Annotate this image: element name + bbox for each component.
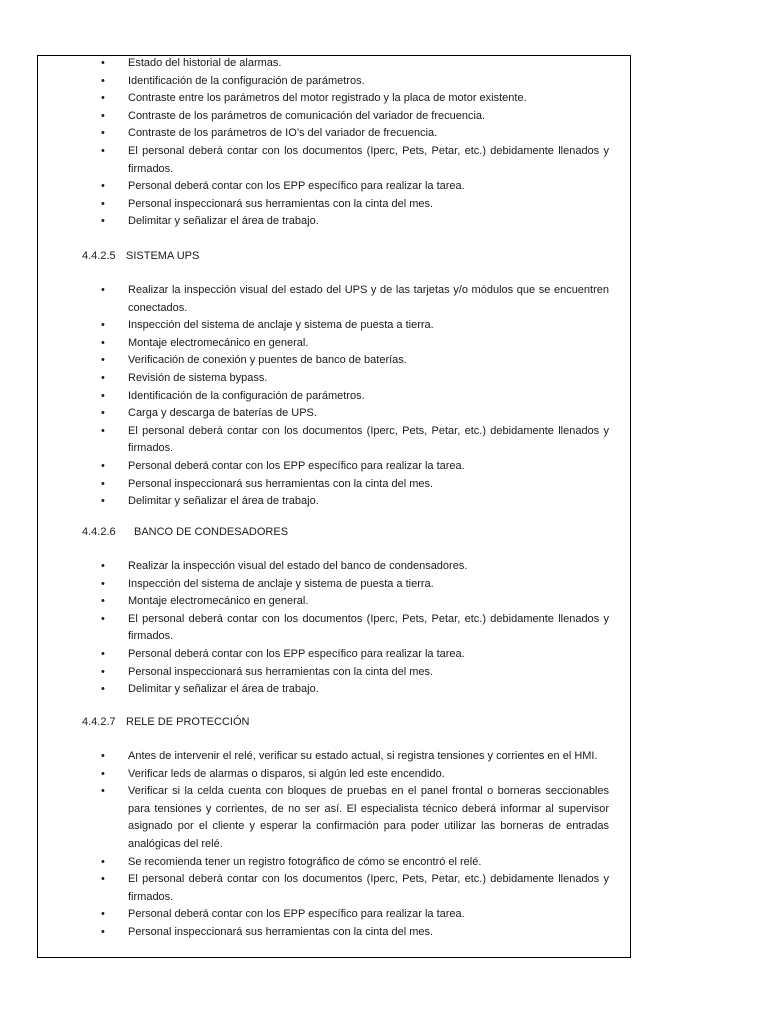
list-item — [37, 924, 631, 942]
list-item-text: El personal deberá contar con los documentos (Iperc, Pets, Petar, etc.) debidamente llenados y firmados. — [128, 612, 609, 643]
list-item-text: El personal deberá contar con los documentos (Iperc, Pets, Petar, etc.) debidamente llenados y firmados. — [128, 424, 609, 455]
list-item — [37, 335, 631, 353]
bullet-glyph: • — [101, 57, 105, 69]
list-item-text: Contraste de los parámetros de IO’s del variador de frecuencia. — [128, 127, 438, 140]
bullet-glyph: • — [101, 873, 105, 886]
list-item — [37, 108, 631, 126]
section-title: SISTEMA UPS — [126, 250, 200, 262]
section-title: RELE DE PROTECCIÓN — [126, 716, 250, 728]
section-title: BANCO DE CONDESADORES — [134, 526, 289, 538]
list-item — [37, 646, 631, 664]
list-item — [37, 766, 631, 784]
list-item-text: Delimitar y señalizar el área de trabajo. — [128, 683, 319, 696]
list-item — [37, 854, 631, 872]
list-item-text: Carga y descarga de baterías de UPS. — [128, 407, 317, 420]
list-item — [37, 352, 631, 370]
section-heading-rele — [82, 715, 249, 729]
list-item — [37, 558, 631, 576]
list-item — [37, 90, 631, 108]
section-heading-ups — [82, 249, 199, 263]
list-item — [37, 611, 631, 646]
bullet-glyph: • — [101, 477, 105, 490]
list-item-text: Contraste de los parámetros de comunicación del variador de frecuencia. — [128, 109, 486, 122]
list-item — [37, 55, 631, 73]
list-item — [37, 317, 631, 335]
list-item — [37, 476, 631, 494]
list-item-text: Antes de intervenir el relé, verificar su estado actual, si registra tensiones y corrientes en el HMI. — [128, 750, 598, 762]
list-item-text: Personal inspeccionará sus herramientas con la cinta del mes. — [128, 925, 434, 938]
bullet-glyph: • — [101, 180, 105, 193]
list-item-text: Revisión de sistema bypass. — [128, 371, 268, 384]
bullet-glyph: • — [101, 144, 105, 157]
bullet-glyph: • — [101, 74, 105, 87]
list-item-text: Realizar la inspección visual del estado del UPS y de las tarjetas y/o módulos que se encuentren conectados. — [128, 284, 609, 314]
list-item-text: Estado del historial de alarmas. — [128, 57, 282, 69]
list-item-text: Personal inspeccionará sus herramientas con la cinta del mes. — [128, 665, 434, 678]
list-item — [37, 405, 631, 423]
list-item-text: Personal deberá contar con los EPP específico para realizar la tarea. — [128, 459, 465, 472]
list-item-text: Contraste entre los parámetros del motor registrado y la placa de motor existente. — [128, 92, 527, 105]
list-item-text: Delimitar y señalizar el área de trabajo. — [128, 495, 319, 508]
list-item — [37, 681, 631, 699]
list-item-text: Montaje electromecánico en general. — [128, 336, 309, 349]
bullet-glyph: • — [101, 495, 105, 508]
bullet-glyph: • — [101, 407, 105, 420]
list-item — [37, 388, 631, 406]
bullet-glyph: • — [101, 612, 105, 625]
list-item — [37, 178, 631, 196]
bullet-glyph: • — [101, 767, 105, 780]
list-item — [37, 282, 631, 317]
list-item-text: Delimitar y señalizar el área de trabajo. — [128, 215, 319, 228]
bullet-glyph: • — [101, 560, 105, 572]
bullet-glyph: • — [101, 336, 105, 349]
section-heading-banco — [82, 525, 288, 539]
list-item — [37, 871, 631, 906]
list-item — [37, 664, 631, 682]
bullet-glyph: • — [101, 109, 105, 122]
bullet-glyph: • — [101, 284, 105, 296]
list-item-text: El personal deberá contar con los documentos (Iperc, Pets, Petar, etc.) debidamente llenados y firmados. — [128, 873, 609, 903]
bullet-glyph: • — [101, 354, 105, 367]
list-item-text: Inspección del sistema de anclaje y sistema de puesta a tierra. — [128, 319, 434, 332]
section-number: 4.4.2.7 — [82, 716, 116, 728]
list-item — [37, 593, 631, 611]
bullet-glyph: • — [101, 92, 105, 105]
ups-bullet-list — [37, 282, 631, 511]
bullet-glyph: • — [101, 683, 105, 696]
bullet-glyph: • — [101, 647, 105, 660]
bullet-glyph: • — [101, 908, 105, 921]
list-item-text: Se recomienda tener un registro fotográfico de cómo se encontró el relé. — [128, 855, 482, 868]
list-item — [37, 73, 631, 91]
list-item — [37, 458, 631, 476]
list-item-text: Personal inspeccionará sus herramientas con la cinta del mes. — [128, 197, 434, 210]
section-number: 4.4.2.6 — [82, 526, 116, 538]
bullet-glyph: • — [101, 215, 105, 228]
list-item-text: Verificar si la celda cuenta con bloques de pruebas en el panel frontal o borneras seccionables para tensiones y corrientes, de no ser así. El especialista técnico deberá informar al supervisor asignado por el cliente y esperar la confirmación para poder utilizar las borneras de entradas analógicas del relé. — [128, 785, 609, 850]
list-item — [37, 576, 631, 594]
list-item-text: Identificación de la configuración de parámetros. — [128, 389, 365, 402]
list-item-text: Personal deberá contar con los EPP específico para realizar la tarea. — [128, 180, 465, 193]
list-item — [37, 783, 631, 853]
list-item-text: Montaje electromecánico en general. — [128, 595, 309, 608]
list-item-text: Verificar leds de alarmas o disparos, si algún led este encendido. — [128, 767, 445, 780]
bullet-glyph: • — [101, 371, 105, 384]
list-item — [37, 370, 631, 388]
list-item — [37, 143, 631, 178]
list-item — [37, 125, 631, 143]
list-item — [37, 493, 631, 511]
list-item-text: Personal deberá contar con los EPP específico para realizar la tarea. — [128, 908, 465, 921]
rele-bullet-list — [37, 748, 631, 942]
bullet-glyph: • — [101, 925, 105, 938]
bullet-glyph: • — [101, 577, 105, 590]
bullet-glyph: • — [101, 197, 105, 210]
list-item — [37, 906, 631, 924]
bullet-glyph: • — [101, 459, 105, 472]
section-number: 4.4.2.5 — [82, 250, 116, 262]
list-item — [37, 196, 631, 214]
list-item-text: Verificación de conexión y puentes de banco de baterías. — [128, 354, 407, 367]
list-item — [37, 748, 631, 766]
list-item-text: Personal inspeccionará sus herramientas con la cinta del mes. — [128, 477, 434, 490]
bullet-glyph: • — [101, 127, 105, 140]
bullet-glyph: • — [101, 855, 105, 868]
banco-bullet-list — [37, 558, 631, 699]
list-item-text: Identificación de la configuración de parámetros. — [128, 74, 365, 87]
list-item-text: Personal deberá contar con los EPP específico para realizar la tarea. — [128, 647, 465, 660]
bullet-glyph: • — [101, 319, 105, 332]
list-item — [37, 213, 631, 231]
intro-bullet-list — [37, 55, 631, 231]
bullet-glyph: • — [101, 785, 105, 798]
bullet-glyph: • — [101, 389, 105, 402]
list-item — [37, 423, 631, 458]
bullet-glyph: • — [101, 424, 105, 437]
list-item-text: Realizar la inspección visual del estado del banco de condensadores. — [128, 560, 468, 572]
bullet-glyph: • — [101, 595, 105, 608]
list-item-text: El personal deberá contar con los documentos (Iperc, Pets, Petar, etc.) debidamente llenados y firmados. — [128, 144, 609, 175]
list-item-text: Inspección del sistema de anclaje y sistema de puesta a tierra. — [128, 577, 434, 590]
bullet-glyph: • — [101, 750, 105, 762]
bullet-glyph: • — [101, 665, 105, 678]
